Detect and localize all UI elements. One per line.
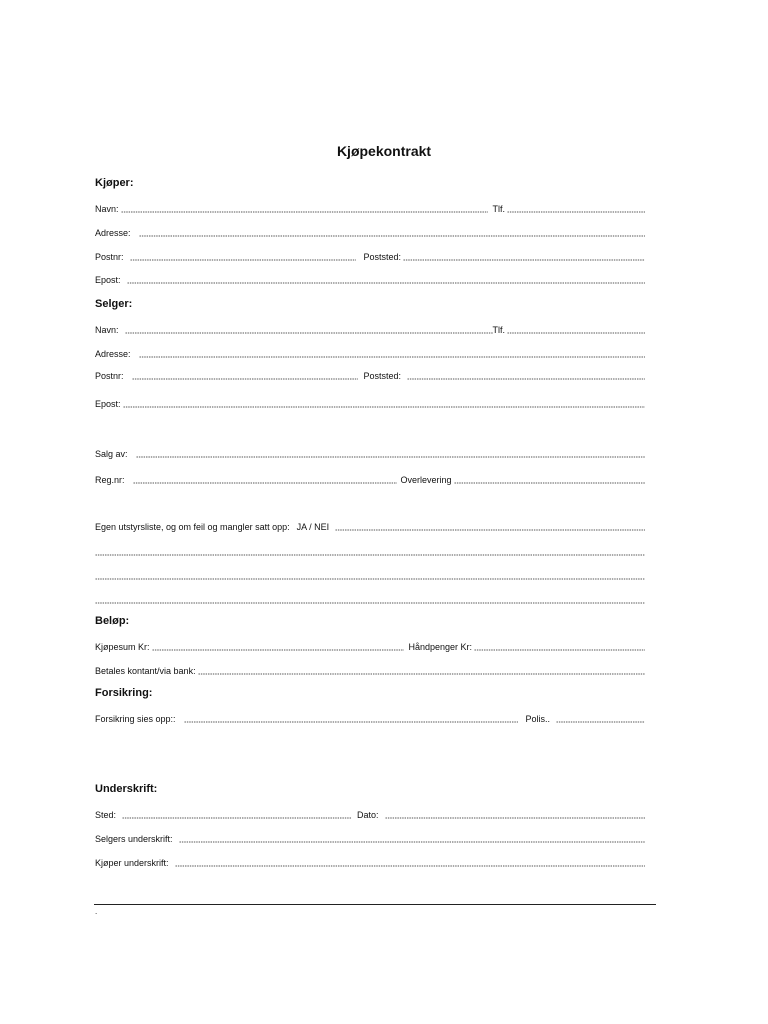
sale-item-row [95,445,645,459]
deposit-label: Håndpenger Kr: [408,642,473,652]
price-field[interactable] [152,649,404,651]
sale-item-field[interactable] [136,456,645,458]
payment-label: Betales kontant/via bank: [95,666,196,676]
buyer-heading: Kjøper: [95,177,134,189]
place-label: Sted: [95,810,117,820]
date-field[interactable] [385,817,645,819]
buyer-phone-field[interactable] [507,211,645,213]
equipment-line-4-field[interactable] [95,602,645,604]
payment-row [95,662,645,676]
seller-name-label: Navn: [95,325,119,335]
buyer-postcode-label: Postnr: [95,252,124,262]
buyer-signature-label: Kjøper underskrift: [95,858,169,868]
seller-phone-label: Tlf. [492,325,505,335]
equipment-line-2 [95,543,645,557]
buyer-phone-label: Tlf. [492,204,505,214]
buyer-signature-field[interactable] [175,865,645,867]
seller-signature-field[interactable] [179,841,645,843]
seller-email-label: Epost: [95,399,121,409]
price-label: Kjøpesum Kr: [95,642,150,652]
equipment-line-2-field[interactable] [95,554,645,556]
seller-name-field[interactable] [125,332,493,334]
place-field[interactable] [122,817,352,819]
buyer-postcode-field[interactable] [130,259,356,261]
price-row [95,638,645,652]
buyer-name-field[interactable] [121,211,488,213]
sale-regnr-field[interactable] [133,482,397,484]
footer-mark: . [95,907,98,916]
seller-city-label: Poststed: [363,371,402,381]
seller-name-row [95,321,645,335]
seller-postcode-label: Postnr: [95,371,124,381]
seller-city-field[interactable] [407,378,645,380]
buyer-address-field[interactable] [139,235,645,237]
seller-address-field[interactable] [139,356,645,358]
seller-signature-label: Selgers underskrift: [95,834,173,844]
signature-heading: Underskrift: [95,783,158,795]
equipment-label: Egen utstyrsliste, og om feil og mangler satt opp: [95,522,290,532]
deposit-field[interactable] [474,649,645,651]
seller-signature-row [95,830,645,844]
policy-field[interactable] [556,721,645,723]
equipment-line-3 [95,567,645,581]
sale-handover-field[interactable] [454,482,645,484]
place-date-row [95,806,645,820]
sale-handover-label: Overlevering [400,475,452,485]
buyer-email-label: Epost: [95,275,121,285]
seller-phone-field[interactable] [507,332,645,334]
equipment-line-3-field[interactable] [95,578,645,580]
seller-address-row [95,345,645,359]
seller-postcode-row [95,367,645,381]
page-title: Kjøpekontrakt [336,143,432,159]
seller-postcode-field[interactable] [132,378,358,380]
seller-email-row [95,395,645,409]
buyer-address-row [95,224,645,238]
buyer-city-field[interactable] [403,259,645,261]
equipment-field[interactable] [335,529,645,531]
buyer-city-label: Poststed: [363,252,402,262]
footer-rule [94,904,656,905]
sale-regnr-row [95,471,645,485]
sale-item-label: Salg av: [95,449,128,459]
seller-address-label: Adresse: [95,349,131,359]
sale-regnr-label: Reg.nr: [95,475,125,485]
buyer-name-row [95,200,645,214]
insurance-heading: Forsikring: [95,687,153,699]
equipment-row [95,518,645,532]
buyer-signature-row [95,854,645,868]
seller-email-field[interactable] [123,406,645,408]
amount-heading: Beløp: [95,615,130,627]
buyer-postcode-row [95,248,645,262]
seller-heading: Selger: [95,298,133,310]
insurance-row [95,710,645,724]
insurance-terminated-label: Forsikring sies opp:: [95,714,176,724]
insurance-terminated-field[interactable] [184,721,518,723]
equipment-options[interactable]: JA / NEI [296,522,330,532]
buyer-address-label: Adresse: [95,228,131,238]
policy-label: Polis.. [525,714,551,724]
buyer-email-row [95,271,645,285]
equipment-line-4 [95,591,645,605]
payment-field[interactable] [198,673,645,675]
buyer-email-field[interactable] [127,282,645,284]
buyer-name-label: Navn: [95,204,119,214]
date-label: Dato: [357,810,379,820]
